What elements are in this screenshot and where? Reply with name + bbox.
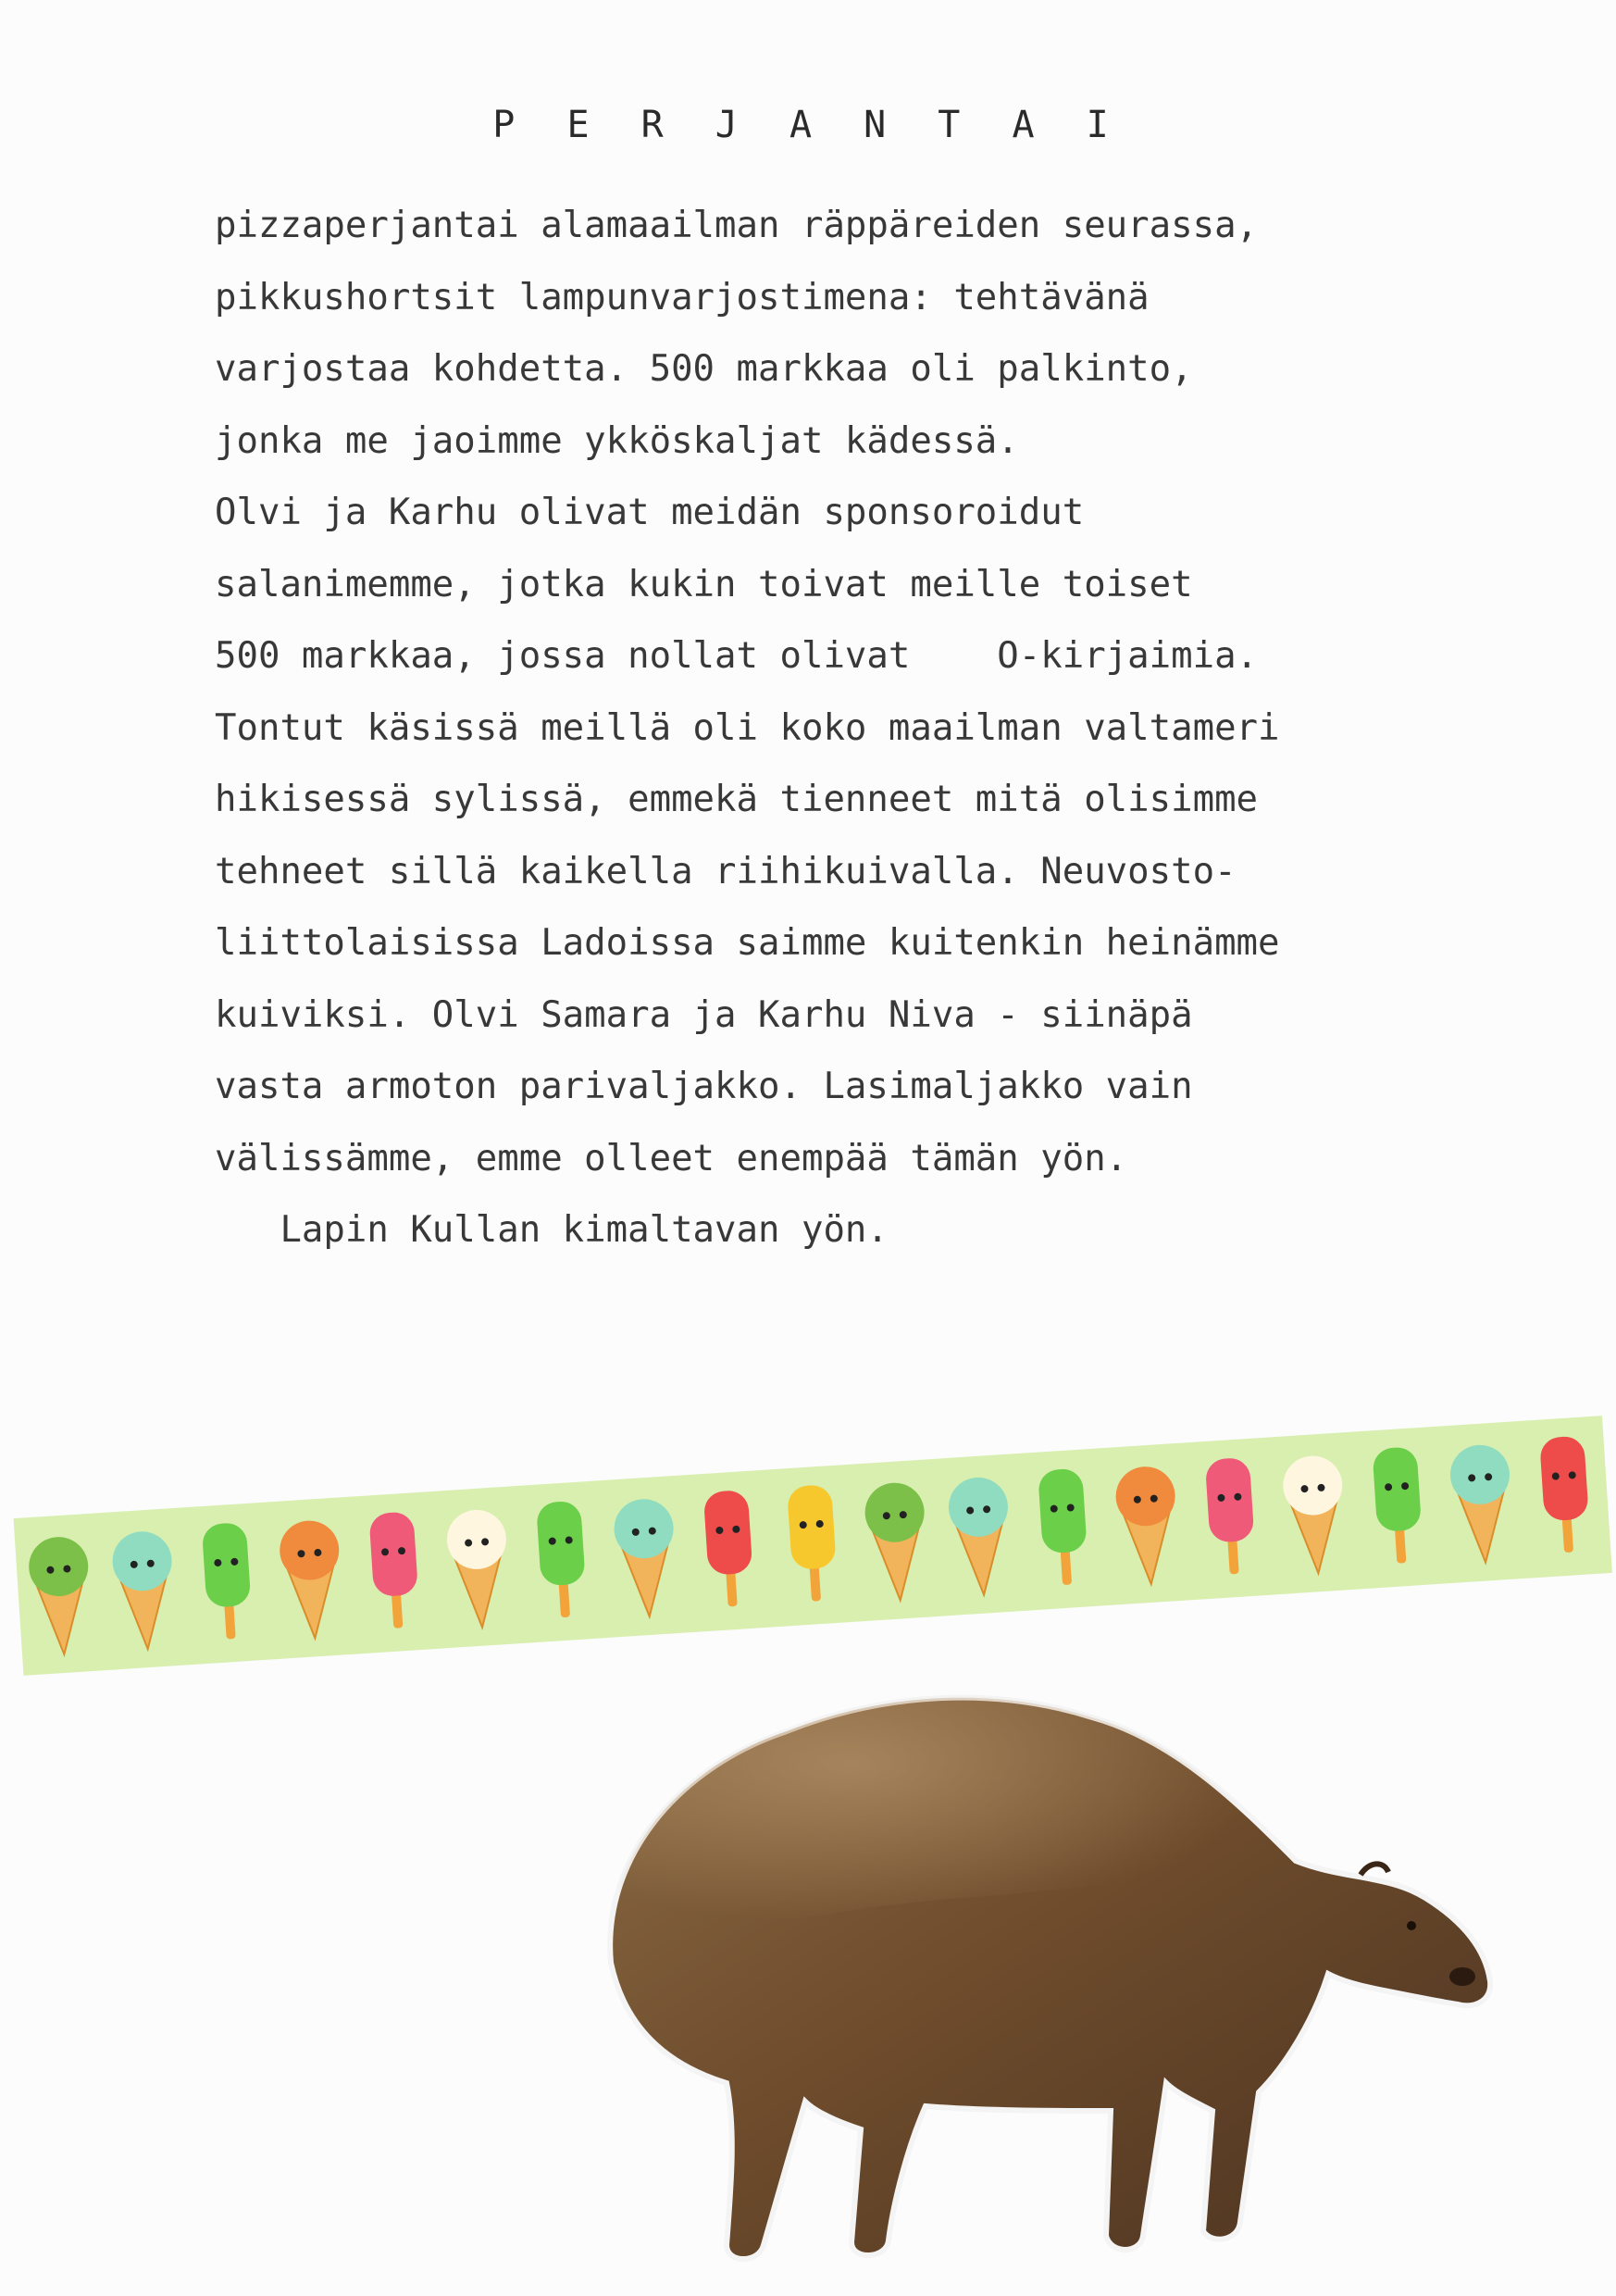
bear-cutout-image bbox=[574, 1629, 1499, 2277]
cone-cream-icon bbox=[1281, 1454, 1348, 1576]
popsicle-green-icon bbox=[536, 1501, 588, 1619]
text-line: välissämme, emme olleet enempää tämän yön. bbox=[215, 1137, 1128, 1179]
cone-mint-icon bbox=[613, 1497, 679, 1618]
text-line: Olvi ja Karhu olivat meidän sponsoroidut bbox=[215, 492, 1085, 533]
text-line: liittolaisissa Ladoissa saimme kuitenkin heinämme bbox=[215, 922, 1280, 964]
text-line: hikisessä sylissä, emmekä tienneet mitä olisimme bbox=[215, 779, 1259, 820]
text-line: salanimemme, jotka kukin toivat meille toiset bbox=[215, 563, 1193, 605]
text-line: tehneet sillä kaikella riihikuivalla. Neuvosto- bbox=[215, 850, 1237, 892]
popsicle-yellow-icon bbox=[787, 1484, 839, 1603]
popsicle-pink-icon bbox=[368, 1511, 420, 1629]
cone-mint-icon bbox=[111, 1529, 178, 1651]
popsicle-red-icon bbox=[1539, 1436, 1591, 1554]
text-line: kuiviksi. Olvi Samara ja Karhu Niva - siinäpä bbox=[215, 993, 1193, 1036]
text-line: Lapin Kullan kimaltavan yön. bbox=[215, 1209, 889, 1251]
cone-green-icon bbox=[864, 1481, 930, 1603]
popsicle-green-icon bbox=[202, 1522, 254, 1641]
popsicle-green-icon bbox=[1038, 1468, 1089, 1587]
text-line: jonka me jaoimme ykköskaljat kädessä. bbox=[215, 419, 1019, 462]
popsicle-green-icon bbox=[1372, 1446, 1423, 1565]
cone-orange-icon bbox=[278, 1519, 344, 1641]
text-line: 500 markkaa, jossa nollat olivat O-kirjaimia. bbox=[215, 635, 1259, 677]
page-title: P E R J A N T A I bbox=[492, 104, 1124, 146]
text-line: Tontut käsissä meillä oli koko maailman valtameri bbox=[215, 706, 1280, 749]
cone-mint-icon bbox=[1448, 1443, 1515, 1565]
cone-cream-icon bbox=[445, 1508, 512, 1629]
text-line: vasta armoton parivaljakko. Lasimaljakko vain bbox=[215, 1066, 1193, 1107]
cone-mint-icon bbox=[947, 1476, 1013, 1597]
popsicle-pink-icon bbox=[1205, 1457, 1257, 1576]
text-line: pikkushortsit lampunvarjostimena: tehtävänä bbox=[215, 276, 1150, 318]
typewritten-text bbox=[215, 190, 1510, 1267]
text-line: pizzaperjantai alamaailman räppäreiden seurassa, bbox=[215, 205, 1259, 246]
popsicle-red-icon bbox=[703, 1490, 755, 1608]
cone-orange-icon bbox=[1114, 1465, 1181, 1586]
cone-green-icon bbox=[27, 1535, 93, 1656]
text-line: varjostaa kohdetta. 500 markkaa oli palkinto, bbox=[215, 348, 1193, 390]
